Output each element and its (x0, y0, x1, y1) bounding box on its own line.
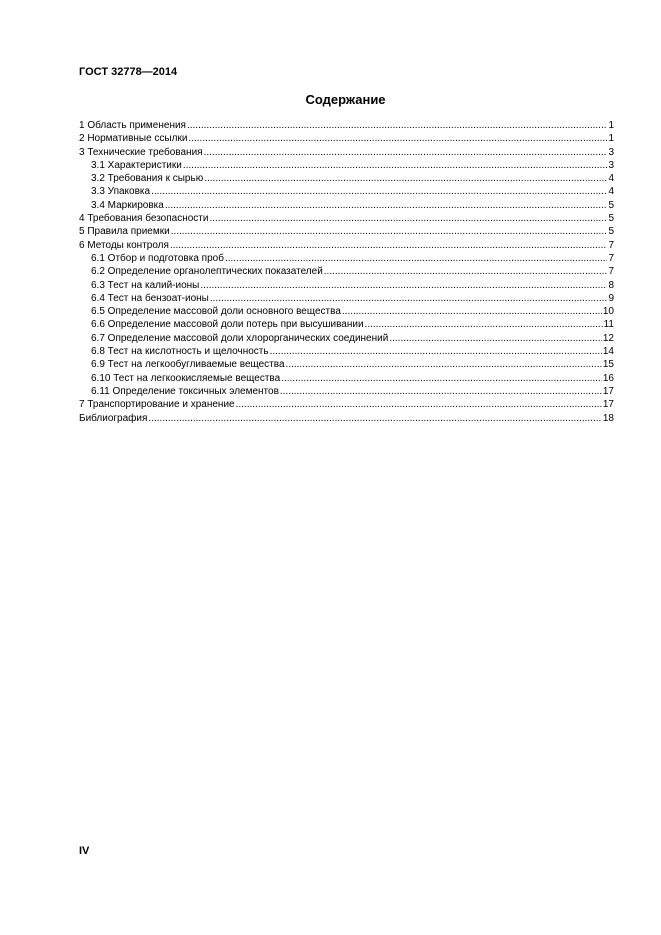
dot-leader (324, 265, 608, 278)
dot-leader (151, 185, 607, 198)
toc-entry-label: 1 Область применения (79, 120, 186, 131)
toc-entry-page: 1 (608, 120, 614, 131)
toc-entry-page: 5 (608, 213, 614, 225)
toc-entry[interactable] (79, 358, 614, 371)
toc-entry-page: 3 (608, 146, 614, 158)
toc-entry[interactable] (79, 318, 614, 331)
toc-entry[interactable] (79, 332, 614, 345)
dot-leader (204, 146, 608, 159)
toc-entry[interactable] (79, 292, 614, 305)
toc-entry-page: 4 (608, 173, 614, 185)
toc-entry[interactable] (79, 239, 614, 252)
toc-entry[interactable] (79, 146, 614, 159)
toc-entry-page: 15 (602, 359, 614, 371)
dot-leader (148, 412, 601, 425)
toc-entry-page: 17 (602, 399, 614, 411)
toc-entry-page: 18 (602, 412, 614, 424)
toc-entry[interactable] (79, 265, 614, 278)
toc-entry[interactable] (79, 225, 614, 238)
toc-entry[interactable] (79, 412, 614, 425)
toc-entry[interactable] (79, 345, 614, 358)
dot-leader (225, 252, 608, 265)
toc-entry-label: 5 Правила приемки (79, 226, 170, 238)
dot-leader (183, 159, 608, 172)
toc-entry-label: Библиография (79, 412, 148, 424)
toc-entry-label: 6.2 Определение органолептических показателей (91, 266, 323, 278)
dot-leader (204, 172, 607, 185)
dot-leader (236, 398, 602, 411)
toc-entry-page: 10 (602, 306, 614, 318)
toc-entry-page: 11 (603, 319, 614, 331)
dot-leader (286, 358, 602, 371)
table-of-contents (79, 119, 614, 425)
toc-entry[interactable] (79, 159, 614, 172)
dot-leader (165, 199, 608, 212)
dot-leader (342, 305, 602, 318)
toc-entry-label: 6.9 Тест на легкообугливаемые вещества (91, 359, 285, 371)
dot-leader (187, 119, 607, 132)
toc-entry-label: 6.10 Тест на легкоокисляемые вещества (91, 372, 281, 384)
dot-leader (210, 292, 608, 305)
toc-entry-label: 6.5 Определение массовой доли основного вещества (91, 306, 341, 318)
dot-leader (170, 239, 608, 252)
toc-entry-label: 7 Транспортирование и хранение (79, 399, 235, 411)
dot-leader (365, 318, 603, 331)
toc-entry[interactable] (79, 398, 614, 411)
toc-entry[interactable] (79, 372, 614, 385)
dot-leader (280, 385, 602, 398)
toc-entry[interactable] (79, 119, 614, 132)
toc-entry-label: 4 Требования безопасности (79, 213, 209, 225)
toc-entry-label: 6.4 Тест на бензоат-ионы (91, 292, 209, 304)
toc-entry-page: 8 (608, 279, 614, 291)
toc-entry[interactable] (79, 132, 614, 145)
toc-entry-label: 6.8 Тест на кислотность и щелочность (91, 346, 269, 358)
toc-entry-page: 4 (608, 186, 614, 198)
dot-leader (209, 212, 607, 225)
toc-entry-label: 6 Методы контроля (79, 239, 169, 251)
toc-entry-page: 7 (608, 239, 614, 251)
toc-entry-page: 5 (608, 199, 614, 211)
toc-entry-label: 3.1 Характеристики (91, 159, 182, 171)
toc-entry[interactable] (79, 212, 614, 225)
dot-leader (270, 345, 602, 358)
toc-title: Содержание (305, 92, 386, 107)
toc-entry-label: 6.6 Определение массовой доли потерь при высушивании (91, 319, 364, 331)
toc-entry[interactable] (79, 305, 614, 318)
toc-entry-page: 16 (602, 372, 614, 384)
toc-entry-label: 2 Нормативные ссылки (79, 133, 188, 145)
toc-entry-page: 7 (608, 266, 614, 278)
toc-entry-page: 17 (602, 385, 614, 397)
toc-entry[interactable] (79, 172, 614, 185)
toc-entry[interactable] (79, 385, 614, 398)
toc-entry[interactable] (79, 199, 614, 212)
toc-entry-label: 3.4 Маркировка (91, 199, 164, 211)
toc-entry-label: 3.2 Требования к сырью (91, 173, 204, 185)
toc-entry-label: 6.7 Определение массовой доли хлорорганических соединений (91, 332, 389, 344)
toc-entry[interactable] (79, 252, 614, 265)
toc-entry-page: 5 (608, 226, 614, 238)
toc-entry-page: 3 (608, 159, 614, 171)
toc-entry-page: 7 (608, 252, 614, 264)
toc-entry-page: 14 (602, 346, 614, 358)
dot-leader (200, 279, 607, 292)
toc-entry[interactable] (79, 279, 614, 292)
dot-leader (188, 132, 607, 145)
toc-entry-page: 1 (608, 133, 614, 145)
toc-entry-page: 9 (608, 292, 614, 304)
page-number: IV (79, 845, 90, 857)
toc-entry-label: 6.1 Отбор и подготовка проб (91, 252, 224, 264)
dot-leader (171, 225, 608, 238)
toc-entry-label: 3 Технические требования (79, 146, 203, 158)
toc-entry-label: 3.3 Упаковка (91, 186, 151, 198)
dot-leader (389, 332, 602, 345)
dot-leader (281, 372, 602, 385)
toc-entry-label: 6.11 Определение токсичных элементов (91, 385, 279, 397)
document-code: ГОСТ 32778—2014 (79, 66, 178, 78)
toc-entry[interactable] (79, 185, 614, 198)
toc-entry-page: 12 (602, 332, 614, 344)
toc-entry-label: 6.3 Тест на калий-ионы (91, 279, 200, 291)
